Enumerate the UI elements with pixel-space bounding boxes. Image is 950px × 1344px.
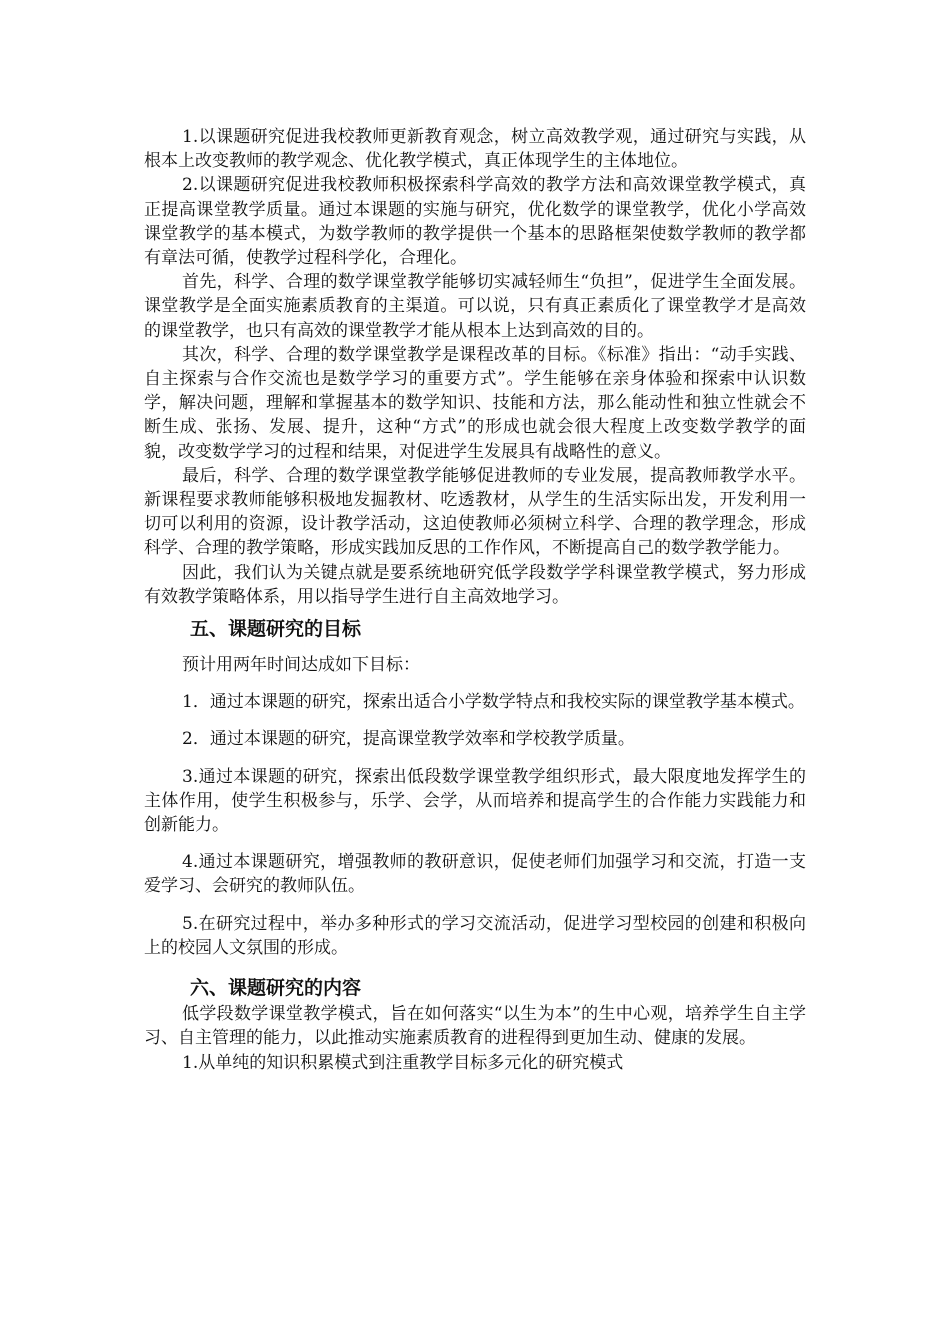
paragraph-1: 1.以课题研究促进我校教师更新教育观念，树立高效教学观，通过研究与实践，从根本上改变教师的教学观念、优化教学模式，真正体现学生的主体地位。	[144, 127, 806, 172]
goal-2: 2．通过本课题的研究，提高课堂教学效率和学校教学质量。	[182, 729, 635, 750]
paragraph-2: 2.以课题研究促进我校教师积极探索科学高效的教学方法和高效课堂教学模式，真正提高课堂教学质量。通过本课题的实施与研究，优化数学的课堂教学，优化小学高效课堂教学的基本模式，为数学教师的教学提供一个基本的思路框架使数学教师的教学都有章法可循，使教学过程科学化，合理化。	[144, 175, 806, 269]
section-6-heading: 六、课题研究的内容	[190, 977, 362, 1000]
section-6-paragraph-1: 低学段数学课堂教学模式，旨在如何落实“以生为本”的生中心观，培养学生自主学习、自主管理的能力，以此推动实施素质教育的进程得到更加生动、健康的发展。	[144, 1004, 806, 1049]
section-5-heading: 五、课题研究的目标	[190, 618, 362, 641]
goal-1: 1．通过本课题的研究，探索出适合小学数学特点和我校实际的课堂教学基本模式。	[182, 692, 805, 713]
goal-3: 3.通过本课题的研究，探索出低段数学课堂教学组织形式，最大限度地发挥学生的主体作用，使学生积极参与，乐学、会学，从而培养和提高学生的合作能力实践能力和创新能力。	[144, 766, 806, 836]
section-5-intro: 预计用两年时间达成如下目标：	[182, 655, 420, 676]
paragraph-6: 因此，我们认为关键点就是要系统地研究低学段数学学科课堂教学模式，努力形成有效教学策略体系，用以指导学生进行自主高效地学习。	[144, 562, 806, 607]
section-6-paragraph-2: 1.从单纯的知识积累模式到注重教学目标多元化的研究模式	[182, 1052, 624, 1073]
paragraph-3: 首先，科学、合理的数学课堂教学能够切实减轻师生“负担”，促进学生全面发展。课堂教学是全面实施素质教育的主渠道。可以说，只有真正素质化了课堂教学才是高效的课堂教学，也只有高效的课堂教学才能从根本上达到高效的目的。	[144, 272, 806, 341]
paragraph-5: 最后，科学、合理的数学课堂教学能够促进教师的专业发展，提高教师教学水平。新课程要求教师能够积极地发掘教材、吃透教材，从学生的生活实际出发，开发利用一切可以利用的资源，设计教学活动，这迫使教师必须树立科学、合理的教学理念，形成科学、合理的教学策略，形成实践加反思的工作作风，不断提高自己的数学教学能力。	[144, 465, 806, 559]
paragraph-4: 其次，科学、合理的数学课堂教学是课程改革的目标。《标准》指出：“动手实践、自主探索与合作交流也是数学学习的重要方式”。学生能够在亲身体验和探索中认识数学，解决问题，理解和掌握基本的数学知识、技能和方法，那么能动性和独立性就会不断生成、张扬、发展、提升，这种“方式”的形成也就会很大程度上改变数学教学的面貌，改变数学学习的过程和结果，对促进学生发展具有战略性的意义。	[144, 344, 806, 462]
goal-5: 5.在研究过程中，举办多种形式的学习交流活动，促进学习型校园的创建和积极向上的校园人文氛围的形成。	[144, 913, 806, 958]
goal-4: 4.通过本课题研究，增强教师的教研意识，促使老师们加强学习和交流，打造一支爱学习、会研究的教师队伍。	[144, 852, 806, 897]
